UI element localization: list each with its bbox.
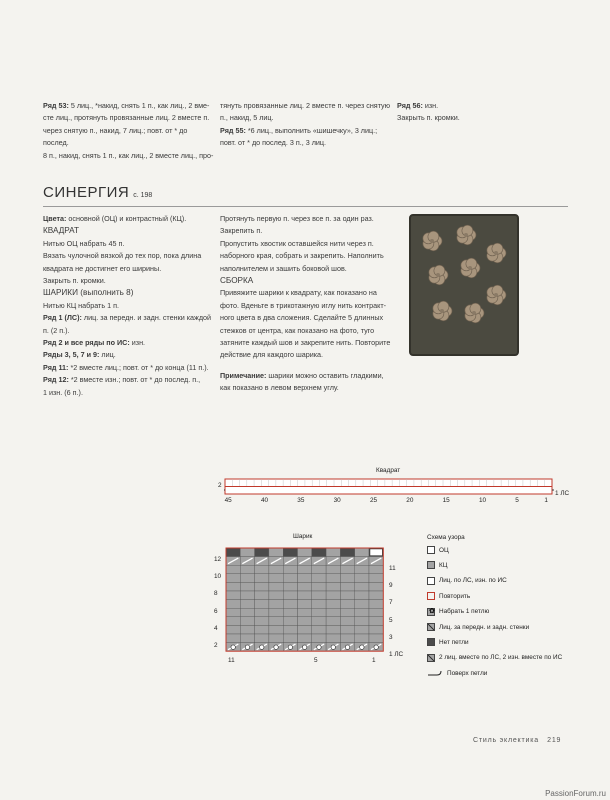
text-line: Ряд 11: *2 вместе лиц.; повт. от * до конца (11 п.). [43, 362, 209, 372]
text-line: Ряд 12: *2 вместе изн.; повт. от * до послед. п., [43, 375, 201, 385]
legend-symbol-empty [427, 546, 435, 554]
text-line: Закрыть п. кромки. [397, 113, 460, 123]
text-line: затяните каждый шов и закрепите нить. Повторите [220, 338, 391, 348]
page-number: 219 [547, 737, 562, 744]
chart2-label: 5 [389, 616, 393, 624]
top-text-col1 [43, 100, 215, 162]
watermark: PassionForum.ru [545, 789, 606, 798]
text-line: КВАДРАТ [43, 226, 79, 236]
text-line: наборного края, собрать и закрепить. Наполнить [220, 251, 384, 261]
chart2-grid [224, 546, 389, 656]
text-line: Закрепить п. [220, 226, 263, 236]
legend-symbol-arrow [427, 669, 443, 677]
text-line: тянуть провязанные лиц. 2 вместе п. через снятую [220, 101, 391, 110]
text-line: ного цвета в два сложения. Сделайте 5 длинных [220, 313, 384, 323]
text-line: квадрата не достигнет его ширины. [43, 263, 162, 273]
legend-label: КЦ [439, 561, 448, 569]
instructions-col2 [220, 213, 392, 395]
legend-symbol-slash [427, 623, 435, 631]
section-page-ref: с. 198 [133, 192, 153, 199]
text-line: Закрыть п. кромки. [43, 276, 106, 286]
top-text-col2 [220, 100, 392, 150]
text-line: п., накид, 5 лиц. [220, 113, 274, 123]
chart2-title: Шарик [293, 533, 313, 540]
text-line: Протянуть первую п. через все п. за один раз. [220, 214, 374, 223]
legend-symbol-dark [427, 638, 435, 646]
chart1-x-tick: 35 [297, 497, 305, 504]
legend-title: Схема узора [427, 534, 465, 541]
legend-symbol-grey [427, 561, 435, 569]
text-line: Ряд 53: 5 лиц., *накид, снять 1 п., как лиц., 2 вме- [43, 101, 210, 110]
legend-item [427, 545, 449, 555]
text-line: ШАРИКИ (выполнить 8) [43, 288, 134, 298]
chart2-label: 1 ЛС [389, 651, 404, 658]
legend-item [427, 668, 487, 678]
text-line: Пропустить хвостик оставшейся нити через п. [220, 238, 374, 248]
chart1-x-tick: 20 [406, 497, 414, 504]
chart2-label: 4 [214, 624, 218, 632]
text-line: Привяжите шарики к квадрату, как показано на [220, 288, 377, 298]
text-line: 1 изн. (6 п.). [43, 387, 83, 397]
legend-item [427, 576, 507, 586]
legend-symbol-empty [427, 577, 435, 585]
chart2-label: 3 [389, 633, 393, 641]
project-photo [408, 213, 520, 357]
chart1-row-label: 2 [218, 482, 222, 489]
chart2-label: 12 [214, 556, 222, 563]
legend-symbol-inc: ✿ [429, 607, 435, 615]
text-line: фото. Вденьте в трикотажную иглу нить контракт- [220, 300, 387, 310]
section-header [43, 184, 568, 207]
legend-label: Лиц. по ЛС, изн. по ИС [439, 577, 507, 585]
chart2-label: 8 [214, 590, 218, 598]
text-line: п. (2 п.). [43, 325, 70, 335]
text-line: стежков от центра, как показано на фото, туго [220, 325, 375, 335]
text-line: Нитью КЦ набрать 1 п. [43, 300, 119, 310]
legend-label: Повторить [439, 592, 471, 600]
legend-item [427, 622, 529, 632]
chart1-x-tick: 15 [442, 497, 450, 504]
chart1-row-label-right: 1 ЛС [555, 490, 570, 497]
legend-item [427, 637, 469, 647]
text-line: Нитью ОЦ набрать 45 п. [43, 238, 125, 248]
text-line: СБОРКА [220, 276, 254, 286]
chart2-label: 11 [228, 657, 235, 664]
chart1-x-tick: 40 [260, 497, 269, 504]
chart1-x-tick: 30 [333, 497, 341, 504]
chart2-label: 11 [389, 565, 396, 572]
legend-item [427, 560, 447, 570]
text-line: действие для каждого шарика. [220, 350, 324, 360]
text-line: Ряды 3, 5, 7 и 9: лиц. [43, 350, 116, 360]
instructions-col1 [43, 213, 215, 399]
chart1-x-tick: 45 [224, 497, 232, 504]
chart1-grid [224, 478, 554, 498]
text-line: сте лиц., протянуть провязанные лиц. 2 вместе п. [43, 113, 210, 123]
page-footer [473, 737, 561, 744]
section-title: СИНЕРГИЯ [43, 184, 130, 201]
chart1-title: Квадрат [376, 467, 401, 474]
legend-label: Лиц. за передн. и задн. стенки [439, 623, 530, 631]
chart2-label: 9 [389, 582, 393, 590]
legend-label: ОЦ [439, 546, 449, 554]
chart2-label: 6 [214, 607, 218, 615]
chart2-label: 7 [389, 599, 393, 607]
text-line: Примечание: шарики можно оставить гладкими, [220, 370, 384, 380]
text-line [220, 362, 392, 370]
text-line: Ряд 1 (ЛС): лиц. за передн. и задн. стенки каждой [43, 313, 212, 323]
legend-label: Нет петли [439, 638, 469, 646]
text-line: Цвета: основной (ОЦ) и контрастный (КЦ). [43, 214, 187, 223]
text-line: наполнителем и зашить боковой шов. [220, 263, 347, 273]
top-text-col3 [397, 100, 547, 125]
chart2-label: 2 [214, 642, 218, 649]
legend-symbol-red [427, 592, 435, 600]
text-line: Ряд 2 и все ряды по ИС: изн. [43, 338, 146, 348]
legend-symbol-dec [427, 654, 435, 662]
text-line: Вязать чулочной вязкой до тех пор, пока длина [43, 251, 202, 261]
legend-item [427, 607, 489, 617]
chart1-x-tick: 25 [369, 497, 378, 504]
text-line: 8 п., накид, снять 1 п., как лиц., 2 вместе лиц., про- [43, 150, 214, 160]
footer-text: Стиль эклектика [473, 737, 539, 744]
legend-label: Поверх петли [447, 669, 488, 677]
text-line: повт. от * до послед. 3 п., 3 лиц. [220, 138, 327, 148]
text-line: через снятую п., накид, 7 лиц.; повт. от * до послед. [43, 125, 188, 148]
legend-item [427, 591, 470, 601]
text-line: Ряд 56: изн. [397, 101, 439, 110]
chart2-label: 1 [372, 657, 376, 664]
chart1-x-tick: 5 [515, 497, 519, 504]
legend-label: Набрать 1 петлю [439, 608, 490, 616]
text-line: как показано в левом верхнем углу. [220, 383, 339, 393]
chart2-label: 5 [314, 657, 318, 664]
chart1-x-tick: 1 [544, 497, 548, 504]
chart1-x-tick: 10 [478, 497, 487, 504]
legend-item [427, 653, 562, 663]
legend-label: 2 лиц. вместе по ЛС, 2 изн. вместе по ИС [439, 654, 563, 662]
chart2-label: 10 [214, 573, 222, 581]
text-line: Ряд 55: *6 лиц., выполнить «шишечку», 3 лиц.; [220, 125, 378, 135]
